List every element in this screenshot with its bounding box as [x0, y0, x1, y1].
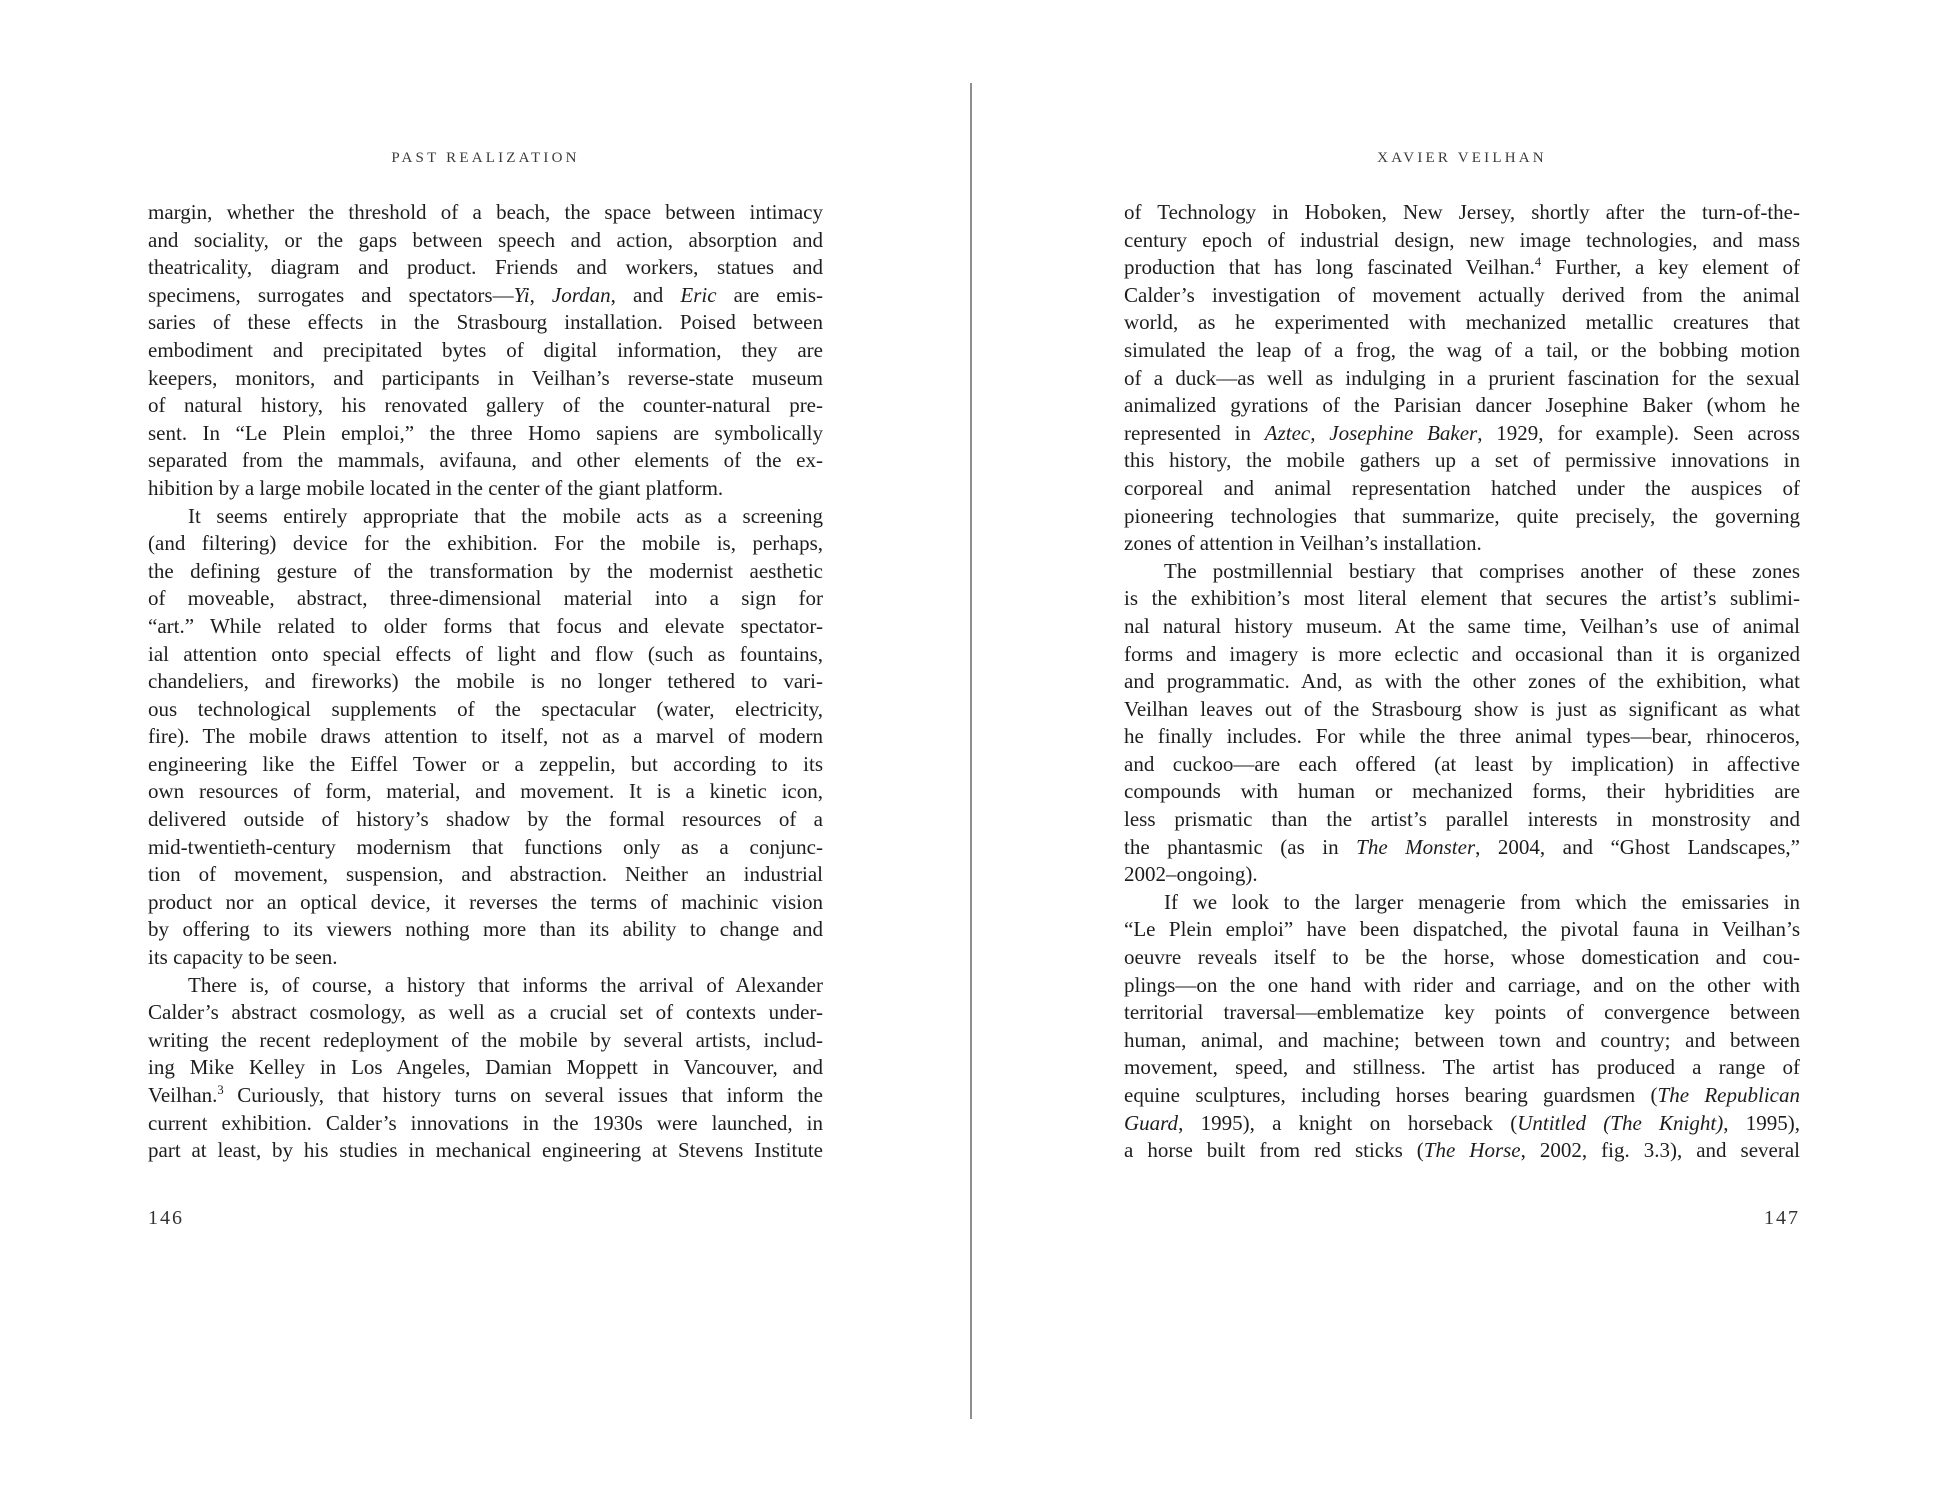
text-line: delivered outside of history’s shadow by the formal resources of a	[148, 807, 823, 832]
text-line: ous technological supplements of the spectacular (water, electricity,	[148, 696, 823, 721]
text-line: of natural history, his renovated gallery of the counter-natural pre-	[148, 393, 823, 418]
text-line: current exhibition. Calder’s innovations in the 1930s were launched, in	[148, 1110, 823, 1135]
page-right	[971, 0, 1941, 1500]
text-line: specimens, surrogates and spectators—Yi, Jordan, and Eric are emis-	[148, 282, 823, 307]
text-line: tion of movement, suspension, and abstraction. Neither an industrial	[148, 862, 823, 887]
page-number-right: 147	[1764, 1207, 1800, 1229]
text-line: theatricality, diagram and product. Friends and workers, statues and	[148, 255, 823, 280]
text-line: its capacity to be seen.	[148, 945, 338, 970]
text-line: engineering like the Eiffel Tower or a zeppelin, but according to its	[148, 751, 823, 776]
text-line: human, animal, and machine; between town and country; and between	[1124, 1027, 1800, 1052]
text-line: animalized gyrations of the Parisian dancer Josephine Baker (whom he	[1124, 393, 1800, 418]
text-line: part at least, by his studies in mechanical engineering at Stevens Institute	[148, 1138, 823, 1163]
text-line: represented in Aztec, Josephine Baker, 1929, for example). Seen across	[1124, 420, 1800, 445]
text-line: hibition by a large mobile located in the center of the giant platform.	[148, 475, 724, 500]
text-line: of a duck—as well as indulging in a prurient fascination for the sexual	[1124, 365, 1800, 390]
page-number-left: 146	[148, 1207, 184, 1229]
text-line: sent. In “Le Plein emploi,” the three Homo sapiens are symbolically	[148, 420, 823, 445]
text-line: by offering to its viewers nothing more than its ability to change and	[148, 917, 823, 942]
text-line: separated from the mammals, avifauna, and other elements of the ex-	[148, 448, 823, 473]
text-line: forms and imagery is more eclectic and occasional than it is organized	[1124, 641, 1800, 666]
text-line: and sociality, or the gaps between speech and action, absorption and	[148, 227, 823, 252]
text-line: zones of attention in Veilhan’s installation.	[1124, 531, 1482, 556]
text-line: plings—on the one hand with rider and carriage, and on the other with	[1124, 972, 1800, 997]
text-line: century epoch of industrial design, new image technologies, and mass	[1124, 227, 1800, 252]
page-right-body	[1124, 199, 1800, 1165]
text-line: There is, of course, a history that informs the arrival of Alexander	[188, 972, 823, 997]
text-line: pioneering technologies that summarize, quite precisely, the governing	[1124, 503, 1800, 528]
text-line: “art.” While related to older forms that focus and elevate spectator-	[148, 613, 823, 638]
text-line: keepers, monitors, and participants in Veilhan’s reverse-state museum	[148, 365, 823, 390]
text-line: chandeliers, and fireworks) the mobile is no longer tethered to vari-	[148, 669, 823, 694]
running-head-left: PAST REALIZATION	[391, 150, 580, 166]
text-line: margin, whether the threshold of a beach, the space between intimacy	[148, 200, 823, 224]
text-line: Calder’s abstract cosmology, as well as a crucial set of contexts under-	[148, 1000, 823, 1025]
text-line: world, as he experimented with mechanized metallic creatures that	[1124, 310, 1800, 335]
text-line: The postmillennial bestiary that comprises another of these zones	[1164, 558, 1800, 583]
page-left	[0, 0, 970, 1500]
text-line: and cuckoo—are each offered (at least by implication) in affective	[1124, 751, 1800, 776]
text-line: simulated the leap of a frog, the wag of a tail, or the bobbing motion	[1124, 337, 1800, 362]
text-line: less prismatic than the artist’s parallel interests in monstrosity and	[1124, 807, 1800, 832]
text-line: of moveable, abstract, three-dimensional material into a sign for	[148, 586, 823, 611]
text-line: “Le Plein emploi” have been dispatched, the pivotal fauna in Veilhan’s	[1124, 917, 1800, 942]
text-line: embodiment and precipitated bytes of digital information, they are	[148, 337, 823, 362]
text-line: corporeal and animal representation hatched under the auspices of	[1124, 475, 1800, 500]
page-left-body	[148, 199, 823, 1165]
text-line: saries of these effects in the Strasbourg installation. Poised between	[148, 310, 823, 335]
text-line: mid-twentieth-century modernism that functions only as a conjunc-	[148, 834, 823, 859]
text-line: he finally includes. For while the three animal types—bear, rhinoceros,	[1124, 724, 1800, 749]
text-line: It seems entirely appropriate that the mobile acts as a screening	[188, 503, 823, 528]
text-line: Guard, 1995), a knight on horseback (Untitled (The Knight), 1995),	[1124, 1110, 1800, 1135]
text-line: Veilhan.$^3$ Curiously, that history turns on several issues that inform the	[148, 1083, 823, 1107]
text-line: production that has long fascinated Veilhan.$^4$ Further, a key element of	[1124, 255, 1800, 280]
text-line: this history, the mobile gathers up a set of permissive innovations in	[1124, 448, 1800, 473]
text-line: territorial traversal—emblematize key points of convergence between	[1124, 1000, 1800, 1025]
text-line: and programmatic. And, as with the other zones of the exhibition, what	[1124, 669, 1800, 694]
text-line: ing Mike Kelley in Los Angeles, Damian Moppett in Vancouver, and	[148, 1055, 823, 1080]
text-line: product nor an optical device, it reverses the terms of machinic vision	[148, 889, 823, 914]
text-line: of Technology in Hoboken, New Jersey, shortly after the turn-of-the-	[1124, 200, 1800, 224]
text-line: 2002–ongoing).	[1124, 862, 1258, 887]
text-line: is the exhibition’s most literal element that secures the artist’s sublimi-	[1124, 586, 1800, 611]
text-line: Veilhan leaves out of the Strasbourg show is just as significant as what	[1124, 696, 1800, 721]
text-line: oeuvre reveals itself to be the horse, whose domestication and cou-	[1124, 945, 1800, 970]
text-line: the phantasmic (as in The Monster, 2004, and “Ghost Landscapes,”	[1124, 834, 1800, 859]
text-line: movement, speed, and stillness. The artist has produced a range of	[1124, 1055, 1800, 1080]
running-head-right: XAVIER VEILHAN	[1377, 150, 1547, 166]
text-line: Calder’s investigation of movement actually derived from the animal	[1124, 282, 1800, 307]
text-line: the defining gesture of the transformation by the modernist aesthetic	[148, 558, 823, 583]
text-line: nal natural history museum. At the same time, Veilhan’s use of animal	[1124, 613, 1800, 638]
text-line: writing the recent redeployment of the mobile by several artists, includ-	[148, 1027, 823, 1052]
text-line: (and filtering) device for the exhibition. For the mobile is, perhaps,	[148, 531, 823, 556]
text-line: equine sculptures, including horses bearing guardsmen (The Republican	[1124, 1083, 1800, 1107]
text-line: compounds with human or mechanized forms, their hybridities are	[1124, 779, 1800, 804]
text-line: a horse built from red sticks (The Horse, 2002, fig. 3.3), and several	[1124, 1138, 1800, 1163]
text-line: fire). The mobile draws attention to itself, not as a marvel of modern	[148, 724, 823, 749]
text-line: If we look to the larger menagerie from which the emissaries in	[1164, 889, 1800, 914]
text-line: own resources of form, material, and movement. It is a kinetic icon,	[148, 779, 823, 804]
text-line: ial attention onto special effects of light and flow (such as fountains,	[148, 641, 823, 666]
